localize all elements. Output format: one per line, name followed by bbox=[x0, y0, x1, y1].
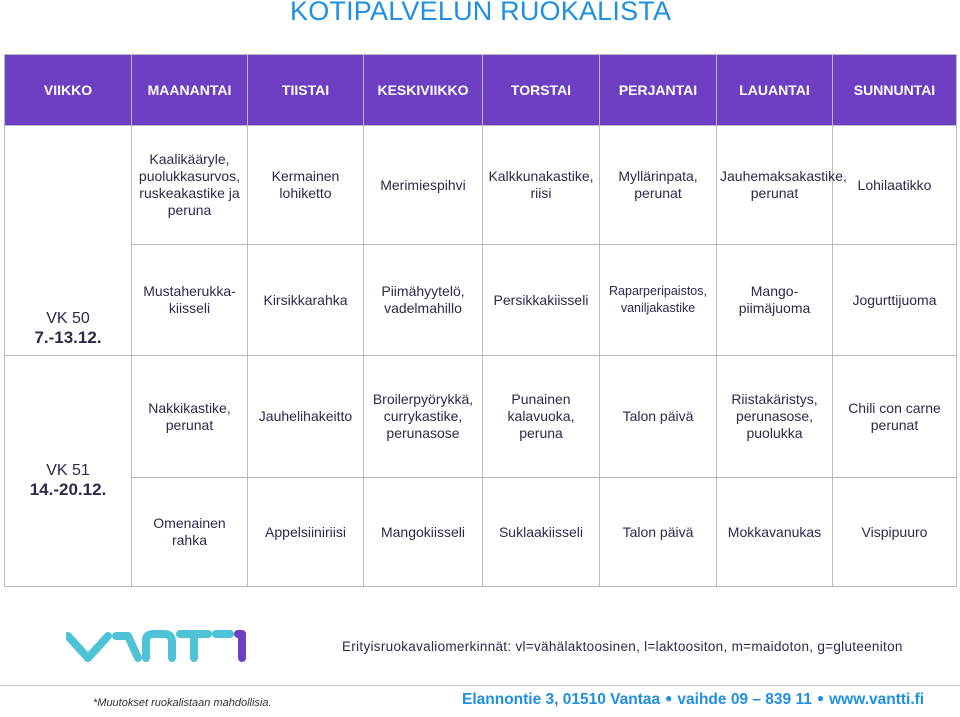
menu-cell: Kalkkunakastike, riisi bbox=[483, 126, 600, 245]
menu-cell: Jauhemaksakastike, perunat bbox=[717, 126, 833, 245]
dessert-cell: Mango-piimäjuoma bbox=[717, 245, 833, 356]
dessert-cell: Kirsikkarahka bbox=[248, 245, 364, 356]
week-dates: 14.-20.12. bbox=[29, 480, 107, 499]
contact-info bbox=[462, 691, 924, 709]
week-51-cell bbox=[5, 356, 132, 587]
header-day: TORSTAI bbox=[483, 55, 600, 126]
address: Elannontie 3, 01510 Vantaa bbox=[462, 691, 661, 708]
menu-cell: Myllärinpata, perunat bbox=[600, 126, 717, 245]
week-label: VK 51 bbox=[46, 462, 90, 479]
week-label: VK 50 bbox=[46, 310, 90, 327]
menu-cell: Jauhelihakeitto bbox=[248, 356, 364, 478]
dessert-cell: Talon päivä bbox=[600, 478, 717, 587]
menu-cell: Kaalikääryle, puolukkasurvos, ruskeakastike ja peruna bbox=[132, 126, 248, 245]
header-day: KESKIVIIKKO bbox=[364, 55, 483, 126]
header-day: PERJANTAI bbox=[600, 55, 717, 126]
menu-cell: Chili con carne perunat bbox=[833, 356, 957, 478]
menu-cell: Riistakäristys, perunasose, puolukka bbox=[717, 356, 833, 478]
page-title: KOTIPALVELUN RUOKALISTA bbox=[290, 0, 672, 26]
header-row bbox=[5, 55, 957, 126]
week-51-dessert-row bbox=[5, 478, 957, 587]
dessert-cell: Vispipuuro bbox=[833, 478, 957, 587]
footer-divider bbox=[0, 685, 960, 686]
phone: vaihde 09 – 839 11 bbox=[677, 691, 812, 708]
dessert-cell: Suklaakiisseli bbox=[483, 478, 600, 587]
menu-cell: Broilerpyörykkä, currykastike, perunasose bbox=[364, 356, 483, 478]
website-link[interactable]: www.vantti.fi bbox=[829, 691, 925, 708]
dessert-cell: Persikkakiisseli bbox=[483, 245, 600, 356]
menu-cell: Nakkikastike, perunat bbox=[132, 356, 248, 478]
dessert-cell: Raparperipaistos, vaniljakastike bbox=[600, 245, 717, 356]
dessert-cell: Mustaherukka-kiisseli bbox=[132, 245, 248, 356]
dessert-cell: Mokkavanukas bbox=[717, 478, 833, 587]
menu-cell: Kermainen lohiketto bbox=[248, 126, 364, 245]
week-50-main-row bbox=[5, 126, 957, 245]
special-diets-legend: Erityisruokavaliomerkinnät: vl=vähälaktoosinen, l=laktoositon, m=maidoton, g=gluteeniton bbox=[342, 639, 903, 654]
week-dates: 7.-13.12. bbox=[34, 328, 102, 347]
header-day: SUNNUNTAI bbox=[833, 55, 957, 126]
dessert-cell: Mangokiisseli bbox=[364, 478, 483, 587]
header-day: LAUANTAI bbox=[717, 55, 833, 126]
menu-cell: Merimiespihvi bbox=[364, 126, 483, 245]
vantti-logo bbox=[66, 620, 246, 668]
menu-cell: Lohilaatikko bbox=[833, 126, 957, 245]
week-50-cell bbox=[5, 126, 132, 356]
dessert-cell: Omenainen rahka bbox=[132, 478, 248, 587]
header-day: MAANANTAI bbox=[132, 55, 248, 126]
changes-note: *Muutokset ruokalistaan mahdollisia. bbox=[93, 697, 272, 709]
menu-cell: Punainen kalavuoka, peruna bbox=[483, 356, 600, 478]
week-51-main-row bbox=[5, 356, 957, 478]
header-week: VIIKKO bbox=[5, 55, 132, 126]
menu-cell: Talon päivä bbox=[600, 356, 717, 478]
bullet-icon: ● bbox=[665, 691, 673, 705]
dessert-cell: Jogurttijuoma bbox=[833, 245, 957, 356]
dessert-cell: Appelsiiniriisi bbox=[248, 478, 364, 587]
week-50-dessert-row bbox=[5, 245, 957, 356]
menu-table bbox=[4, 54, 957, 587]
dessert-cell: Piimähyytelö, vadelmahillo bbox=[364, 245, 483, 356]
bullet-icon: ● bbox=[816, 691, 825, 705]
header-day: TIISTAI bbox=[248, 55, 364, 126]
